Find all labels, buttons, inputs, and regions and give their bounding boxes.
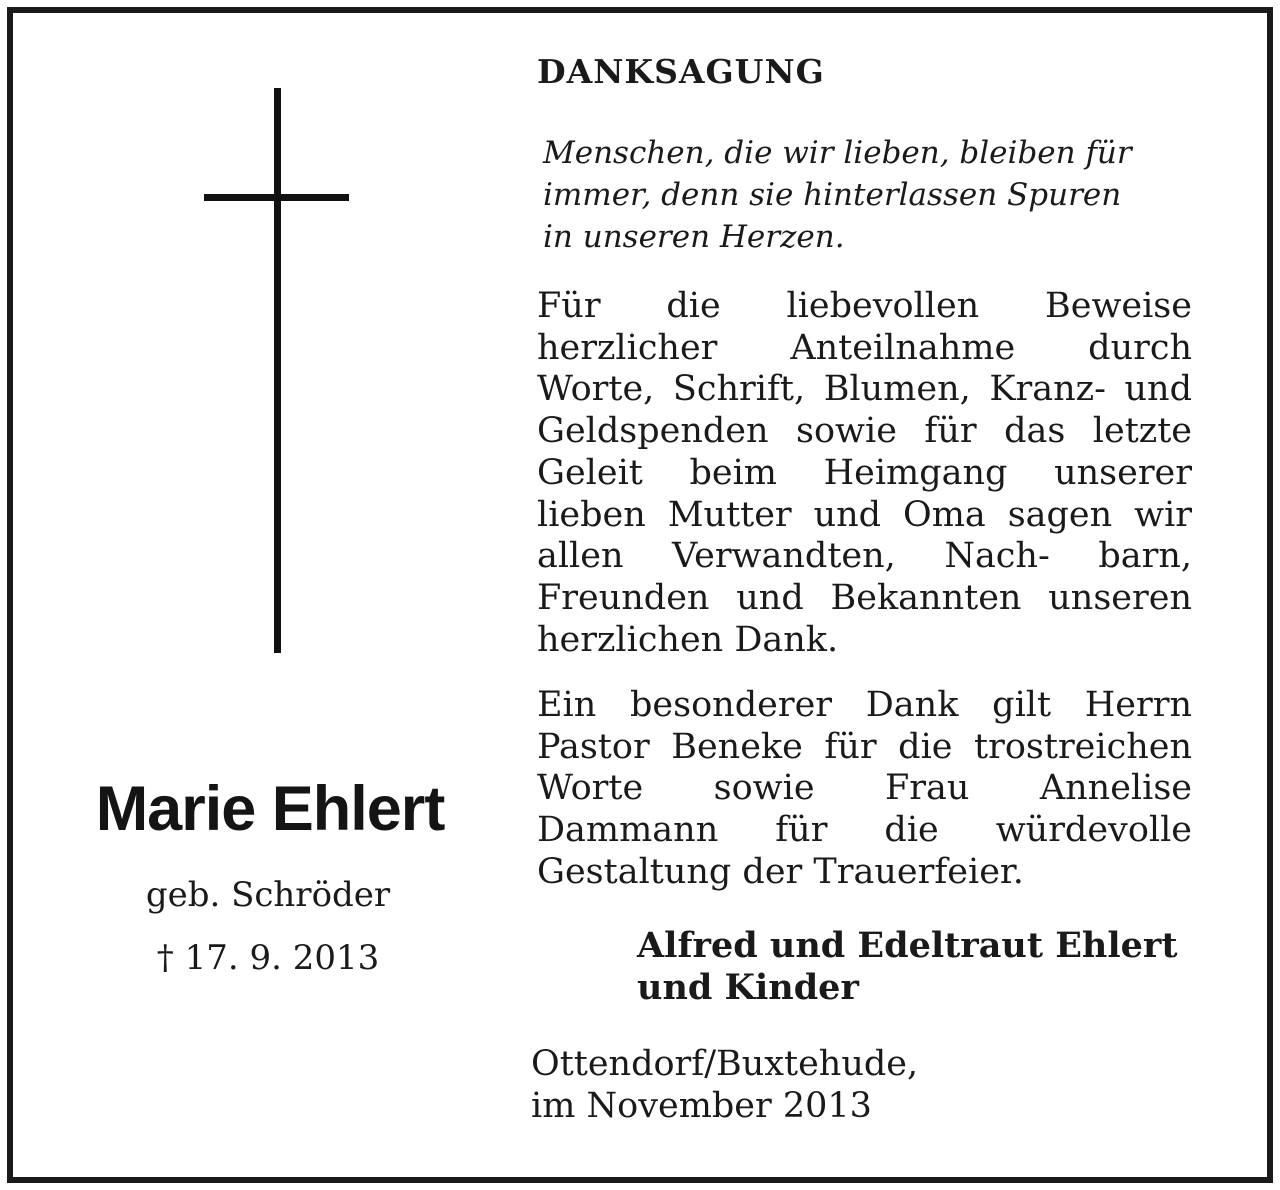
thanks-paragraph: Für die liebevollen Beweise herzlicher Anteilnahme durch Worte, Schrift, Blumen, Kranz- und Geldspenden sowie für das letzte Geleit beim Heimgang unserer lieben Mutter und Oma sagen wir allen Verwandten, Nach- barn, Freunden und Bekannten unseren herzlichen Dank. [537, 286, 1192, 660]
special-thanks-paragraph: Ein besonderer Dank gilt Herrn Pastor Beneke für die trostreichen Worte sowie Frau Annelise Dammann für die würdevolle Gestaltung der Trauerfeier. [537, 685, 1192, 892]
cross-icon-bar [204, 194, 349, 201]
birth-name: geb. Schröder [145, 875, 391, 915]
cross-icon [274, 88, 281, 653]
death-date: † 17. 9. 2013 [156, 938, 380, 978]
motto-line: in unseren Herzen. [543, 219, 845, 255]
date-line: im November 2013 [531, 1086, 872, 1126]
signature [637, 925, 1197, 1009]
signature-line: und Kinder [637, 967, 859, 1008]
motto-line: Menschen, die wir lieben, bleiben für [543, 135, 1132, 171]
motto [543, 132, 1193, 258]
signature-line: Alfred und Edeltraut Ehlert [637, 925, 1178, 966]
deceased-name: Marie Ehlert [95, 774, 445, 844]
motto-line: immer, denn sie hinterlassen Spuren [543, 177, 1122, 213]
place-line: Ottendorf/Buxtehude, [531, 1044, 919, 1084]
place-date [531, 1043, 1131, 1127]
notice-heading: DANKSAGUNG [537, 52, 825, 91]
